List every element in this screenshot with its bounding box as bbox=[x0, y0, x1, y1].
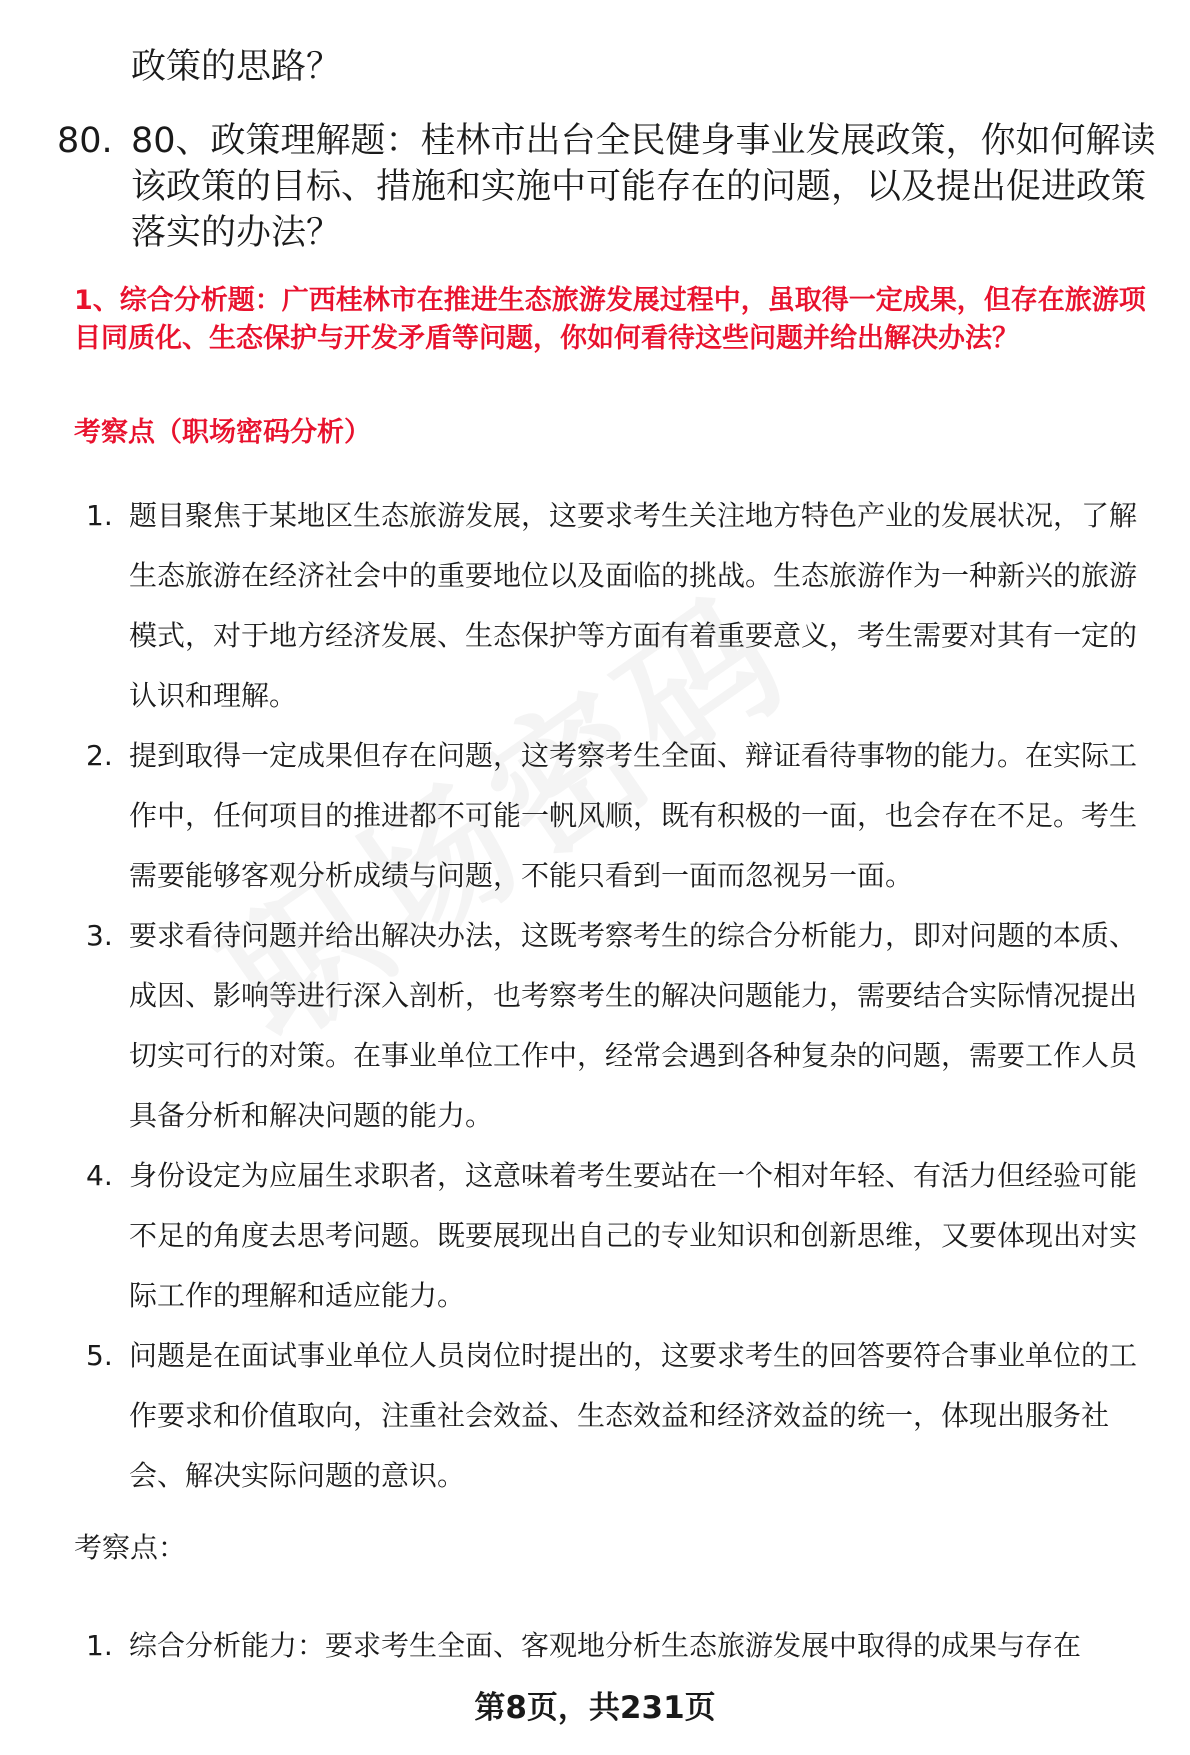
section-subheading: 考察点（职场密码分析） bbox=[74, 417, 371, 448]
list-item bbox=[86, 726, 1156, 906]
question-80 bbox=[57, 118, 1157, 256]
page-footer: 第8页，共231页 bbox=[474, 1690, 716, 1726]
list-item-text: 提到取得一定成果但存在问题，这考察考生全面、辩证看待事物的能力。在实际工作中，任何项目的推进都不可能一帆风顺，既有积极的一面，也会存在不足。考生需要能够客观分析成绩与问题，不能只看到一面而忽视另一面。 bbox=[129, 739, 1138, 892]
list-item bbox=[86, 1146, 1156, 1326]
list-item bbox=[86, 906, 1156, 1146]
list-item-number: 3. bbox=[86, 919, 113, 952]
list-item-number: 2. bbox=[86, 739, 113, 772]
section-heading: 1、综合分析题：广西桂林市在推进生态旅游发展过程中，虽取得一定成果，但存在旅游项目同质化、生态保护与开发矛盾等问题，你如何看待这些问题并给出解决办法？ bbox=[74, 285, 1146, 354]
list-item-text: 身份设定为应届生求职者，这意味着考生要站在一个相对年轻、有活力但经验可能不足的角度去思考问题。既要展现出自己的专业知识和创新思维，又要体现出对实际工作的理解和适应能力。 bbox=[129, 1159, 1138, 1312]
question-number: 80. bbox=[57, 121, 113, 161]
list-item-text: 综合分析能力：要求考生全面、客观地分析生态旅游发展中取得的成果与存在 bbox=[129, 1629, 1082, 1662]
list-item bbox=[86, 1326, 1156, 1506]
list-item bbox=[86, 1616, 1156, 1676]
list-item-number: 1. bbox=[86, 499, 113, 532]
list-item bbox=[86, 486, 1156, 726]
analysis-points-list bbox=[86, 486, 1156, 1506]
list-item-number: 1. bbox=[86, 1629, 113, 1662]
list-item-text: 题目聚焦于某地区生态旅游发展，这要求考生关注地方特色产业的发展状况，了解生态旅游在经济社会中的重要地位以及面临的挑战。生态旅游作为一种新兴的旅游模式，对于地方经济发展、生态保护等方面有着重要意义，考生需要对其有一定的认识和理解。 bbox=[129, 499, 1138, 712]
list-item-number: 5. bbox=[86, 1339, 113, 1372]
list-item-text: 问题是在面试事业单位人员岗位时提出的，这要求考生的回答要符合事业单位的工作要求和价值取向，注重社会效益、生态效益和经济效益的统一，体现出服务社会、解决实际问题的意识。 bbox=[129, 1339, 1138, 1492]
list-item-number: 4. bbox=[86, 1159, 113, 1192]
exam-points-label: 考察点： bbox=[74, 1531, 187, 1564]
list-item-text: 要求看待问题并给出解决办法，这既考察考生的综合分析能力，即对问题的本质、成因、影响等进行深入剖析，也考察考生的解决问题能力，需要结合实际情况提出切实可行的对策。在事业单位工作中，经常会遇到各种复杂的问题，需要工作人员具备分析和解决问题的能力。 bbox=[129, 919, 1138, 1132]
question-text: 80、政策理解题：桂林市出台全民健身事业发展政策，你如何解读该政策的目标、措施和实施中可能存在的问题，以及提出促进政策落实的办法？ bbox=[131, 121, 1156, 253]
exam-points-list bbox=[86, 1616, 1156, 1676]
continuation-text: 政策的思路？ bbox=[131, 47, 342, 87]
